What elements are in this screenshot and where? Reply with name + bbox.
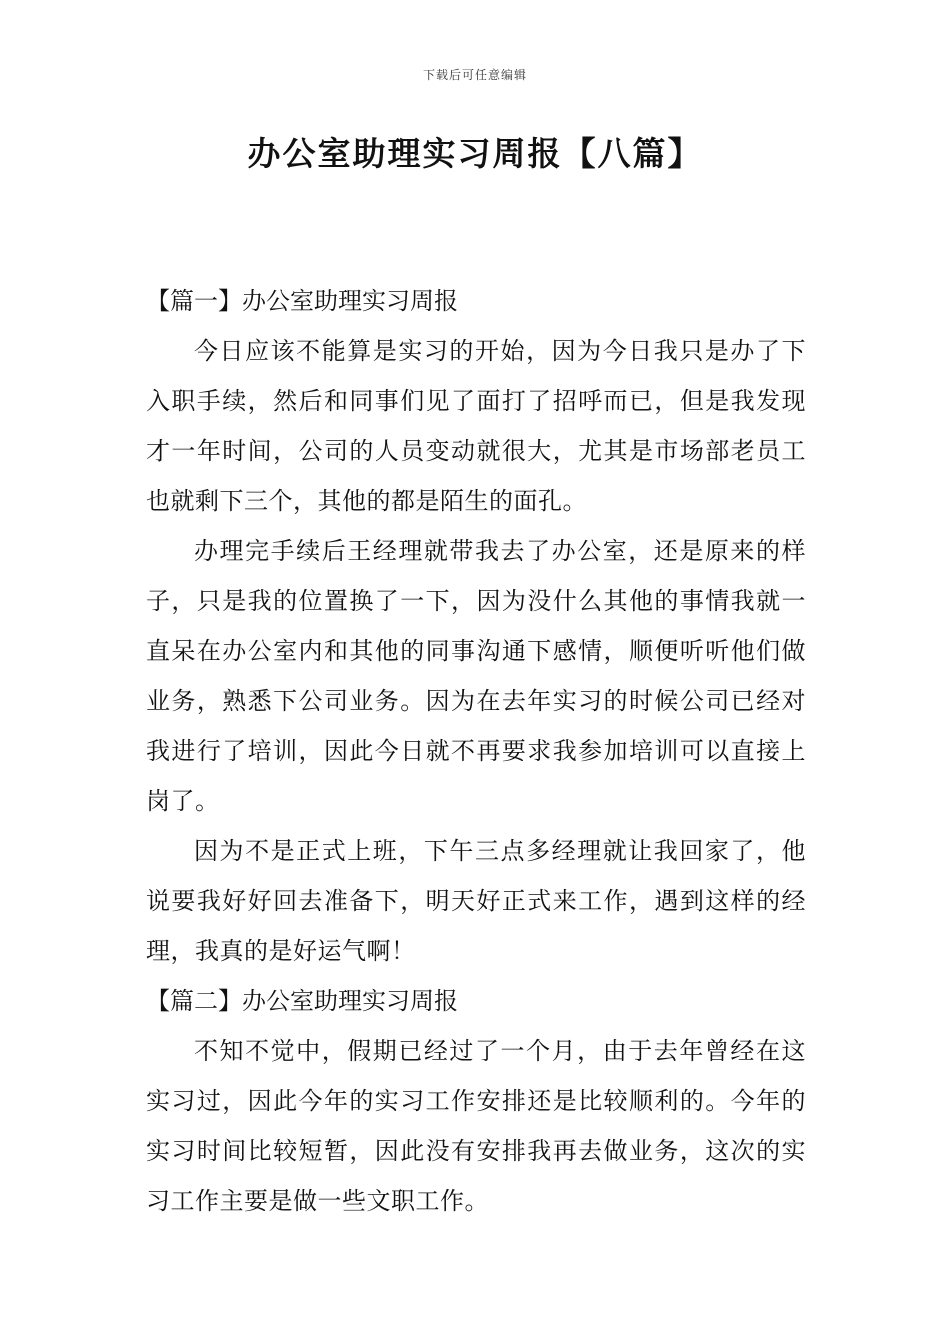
- section-heading-1: 【篇一】办公室助理实习周报: [146, 287, 458, 315]
- paragraph: 因为不是正式上班，下午三点多经理就让我回家了，他说要我好好回去准备下，明天好正式来工作，遇到这样的经理，我真的是好运气啊！: [146, 837, 806, 965]
- document-title: 办公室助理实习周报【八篇】: [247, 134, 703, 173]
- document-body: [146, 276, 806, 1226]
- paragraph: 办理完手续后王经理就带我去了办公室，还是原来的样子，只是我的位置换了一下，因为没什么其他的事情我就一直呆在办公室内和其他的同事沟通下感情，顺便听听他们做业务，熟悉下公司业务。因为在去年实习的时候公司已经对我进行了培训，因此今日就不再要求我参加培训可以直接上岗了。: [146, 537, 806, 815]
- section-heading-2: 【篇二】办公室助理实习周报: [146, 987, 458, 1015]
- paragraph: 不知不觉中，假期已经过了一个月，由于去年曾经在这实习过，因此今年的实习工作安排还是比较顺利的。今年的实习时间比较短暂，因此没有安排我再去做业务，这次的实习工作主要是做一些文职工作。: [146, 1037, 806, 1215]
- header-note: 下载后可任意编辑: [422, 68, 527, 82]
- paragraph: 今日应该不能算是实习的开始，因为今日我只是办了下入职手续，然后和同事们见了面打了招呼而已，但是我发现才一年时间，公司的人员变动就很大，尤其是市场部老员工也就剩下三个，其他的都是陌生的面孔。: [146, 337, 806, 515]
